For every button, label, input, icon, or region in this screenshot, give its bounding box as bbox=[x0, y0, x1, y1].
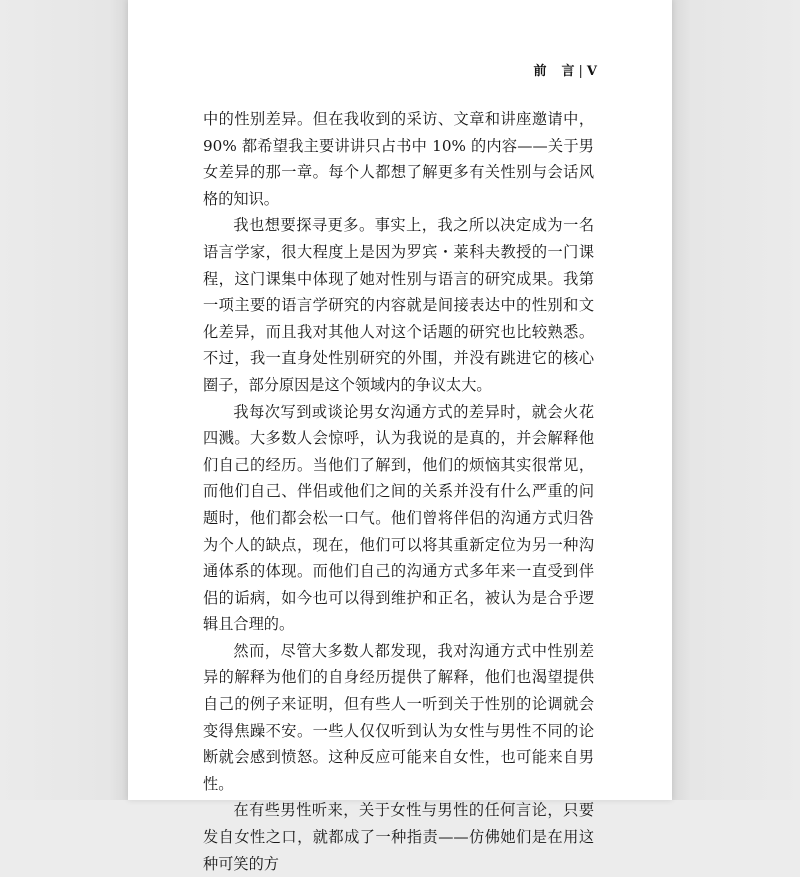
page-number: V bbox=[586, 64, 598, 79]
paragraph-3: 我每次写到或谈论男女沟通方式的差异时，就会火花四溅。大多数人会惊呼，认为我说的是真的，并会解释他们自己的经历。当他们了解到，他们的烦恼其实很常见，而他们自己、伴侣或他们之间的关系并没有什么严重的问题时，他们都会松一口气。他们曾将伴侣的沟通方式归咎为个人的缺点，现在，他们可以将其重新定位为另一种沟通体系的体现。而他们自己的沟通方式多年来一直受到伴侣的诟病，如今也可以得到维护和正名，被认为是合乎逻辑且合理的。 bbox=[203, 402, 594, 634]
paragraph-1: 中的性别差异。但在我收到的采访、文章和讲座邀请中，90% 都希望我主要讲讲只占书中 10% 的内容——关于男女差异的那一章。每个人都想了解更多有关性别与会话风格的知识。 bbox=[203, 110, 594, 208]
book-page bbox=[128, 0, 672, 873]
left-background bbox=[0, 0, 128, 800]
paragraph-2: 我也想要探寻更多。事实上，我之所以决定成为一名语言学家，很大程度上是因为罗宾・莱科夫教授的一门课程，这门课集中体现了她对性别与语言的研究成果。我第一项主要的语言学研究的内容就是间接表达中的性别和文化差异，而且我对其他人对这个话题的研究也比较熟悉。不过，我一直身处性别研究的外围，并没有跳进它的核心圈子，部分原因是这个领域内的争议太大。 bbox=[203, 216, 594, 394]
body-text bbox=[203, 106, 594, 877]
right-background bbox=[672, 0, 800, 800]
running-header bbox=[534, 60, 599, 79]
section-title: 前 言 bbox=[533, 64, 576, 79]
header-separator: | bbox=[578, 64, 584, 79]
paragraph-4: 然而，尽管大多数人都发现，我对沟通方式中性别差异的解释为他们的自身经历提供了解释，他们也渴望提供自己的例子来证明，但有些人一听到关于性别的论调就会变得焦躁不安。一些人仅仅听到认为女性与男性不同的论断就会感到愤怒。这种反应可能来自女性，也可能来自男性。 bbox=[203, 641, 594, 793]
paragraph-5: 在有些男性听来，关于女性与男性的任何言论，只要发自女性之口，就都成了一种指责——仿佛她们是在用这种可笑的方 bbox=[203, 801, 594, 873]
